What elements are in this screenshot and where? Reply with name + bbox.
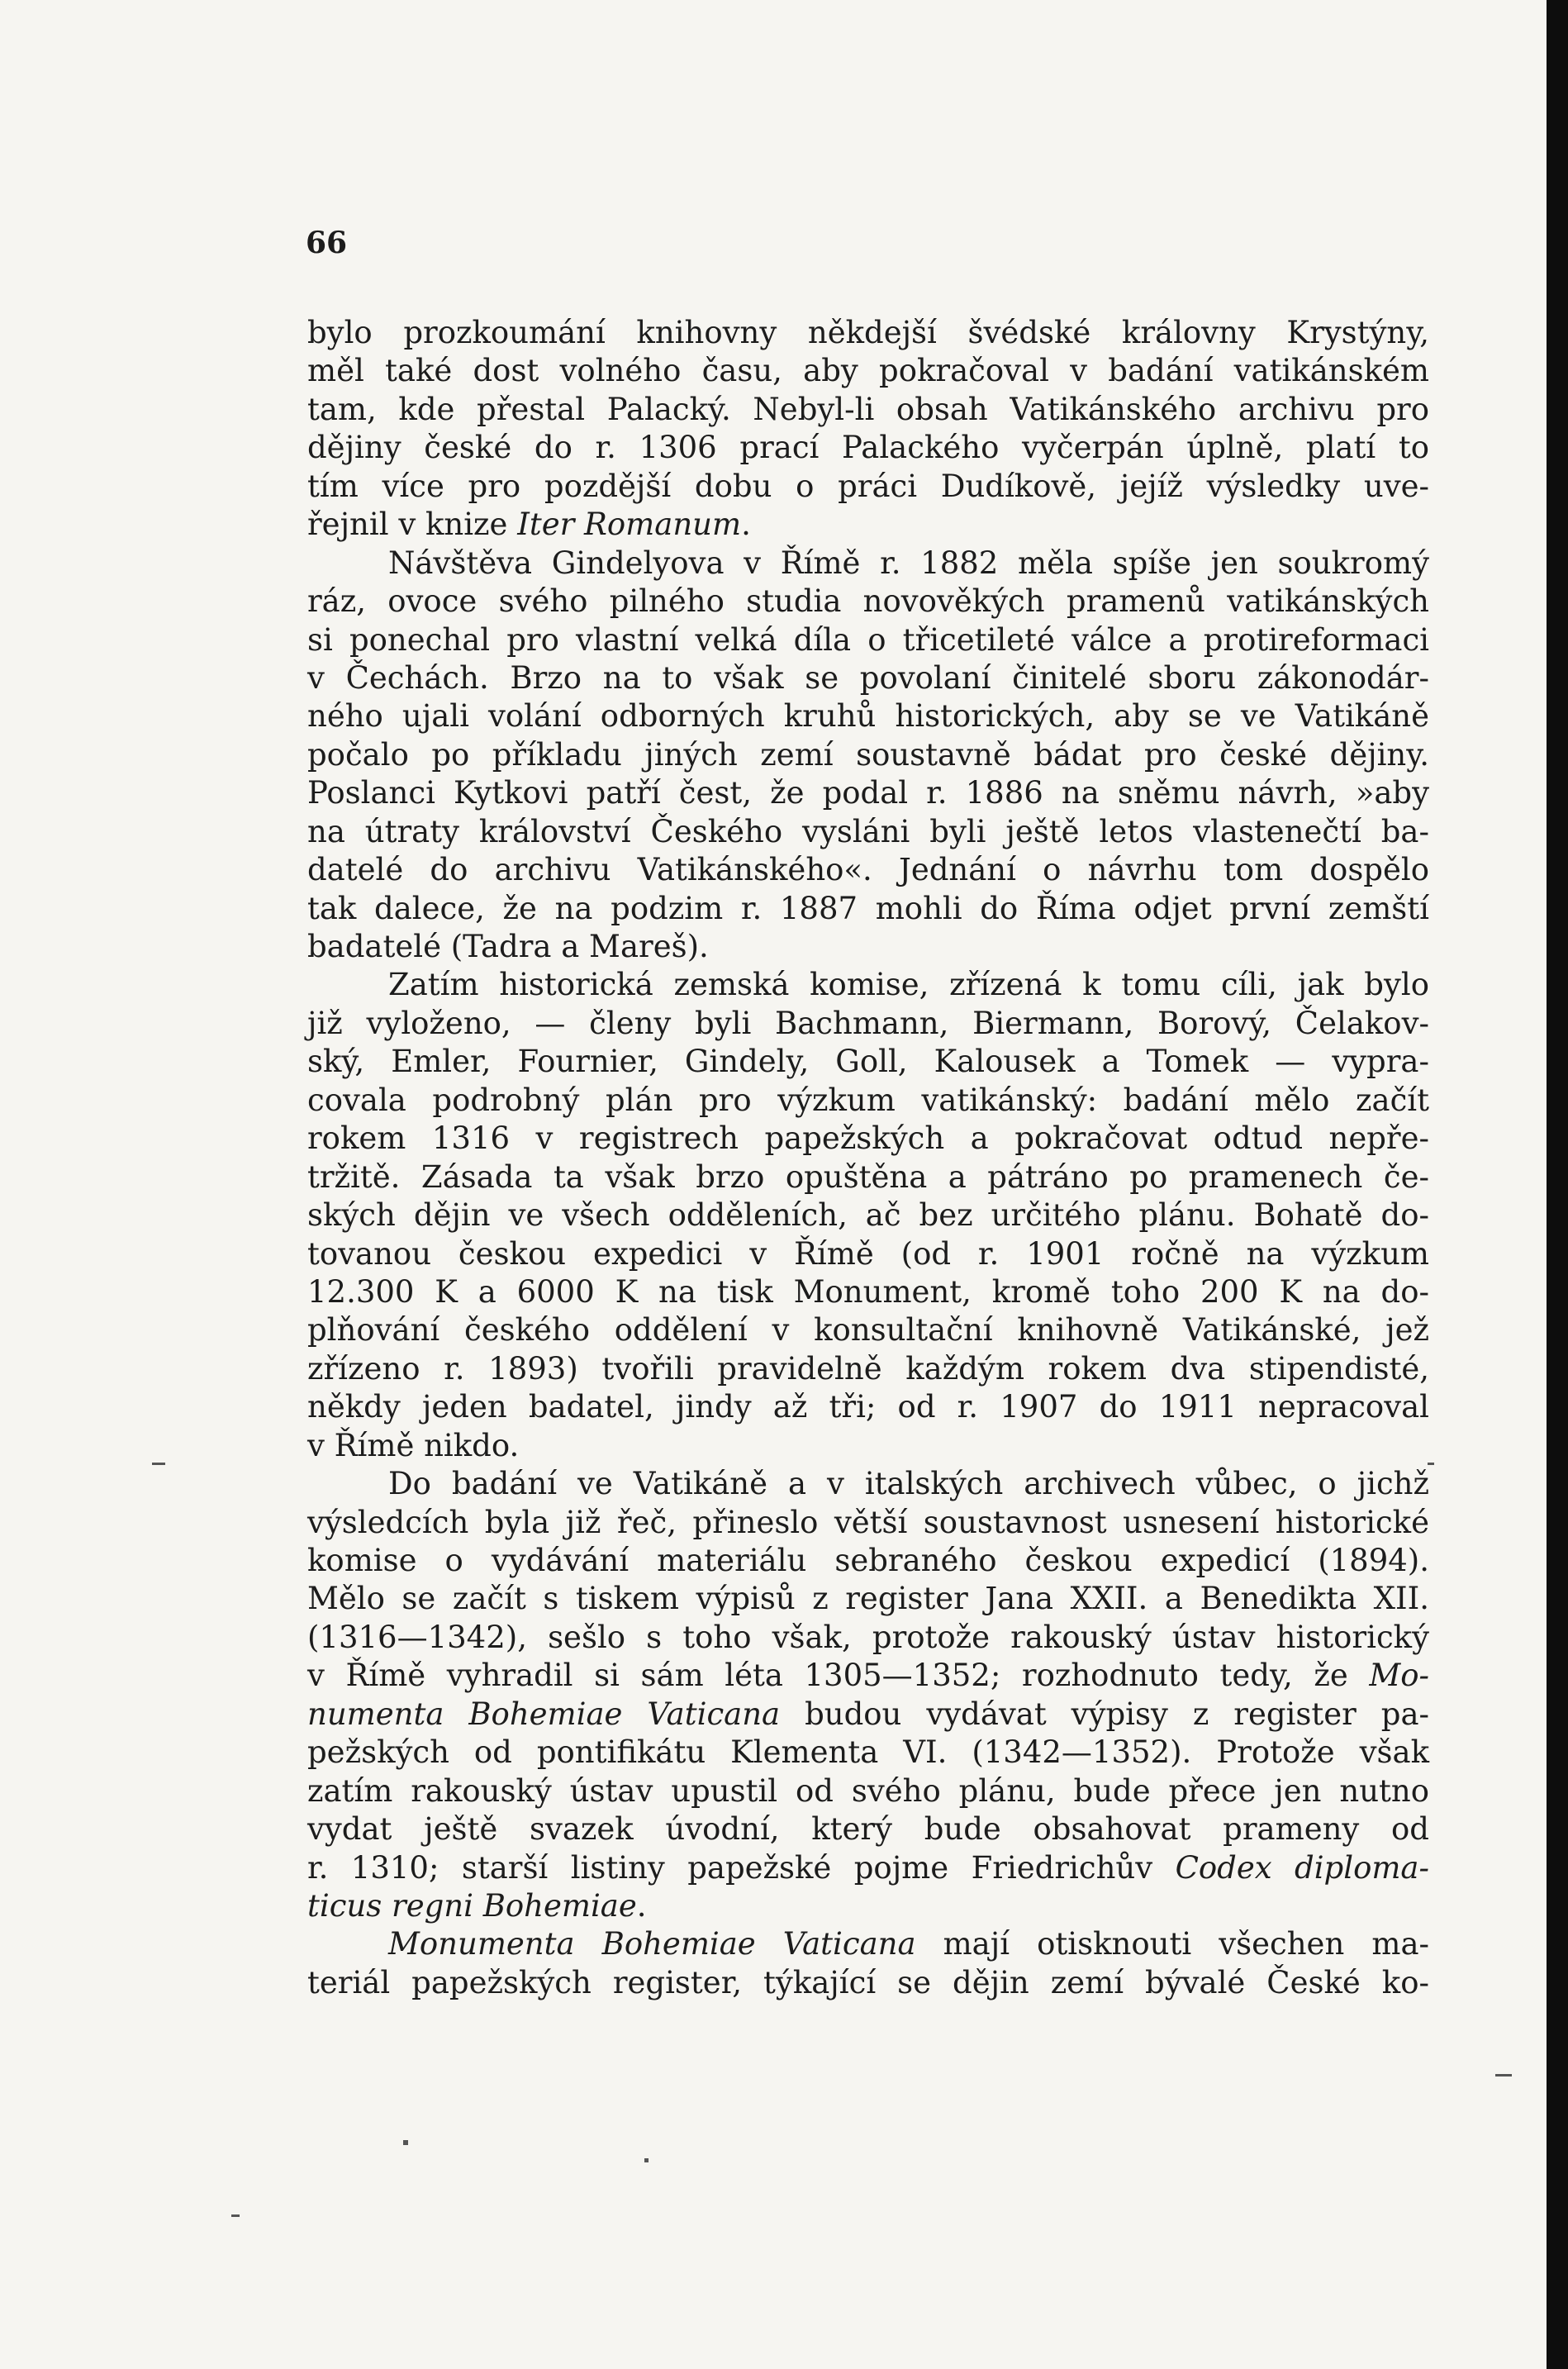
text-line: výsledcích byla již řeč, přineslo větší soustavnost usnesení historické [307,1504,1429,1540]
text-line: v Římě nikdo. [307,1427,520,1463]
text-line: ský, Emler, Fournier, Gindely, Goll, Kalousek a Tomek — vypra- [307,1044,1429,1080]
text-line: Monumenta Bohemiae Vaticana mají otisknouti všechen ma- [388,1926,1429,1962]
text-line: plňování českého oddělení v konsultační knihovně Vatikánské, jež [307,1312,1429,1349]
series-title: Monumenta Bohemiae Vaticana [388,1926,916,1962]
scan-mark [644,2158,649,2162]
text-line: numenta Bohemiae Vaticana budou vydávat výpisy z register pa- [307,1696,1429,1732]
page-number: 66 [306,226,348,260]
text-line: zatím rakouský ústav upustil od svého plánu, bude přece jen nutno [307,1772,1429,1809]
scan-mark [152,1463,165,1465]
text-line: teriál papežských register, týkající se dějin zemí bývalé České ko- [307,1964,1429,2000]
text-line: Zatím historická zemská komise, zřízená k tomu cíli, jak bylo [388,967,1429,1003]
text-line: vydat ještě svazek úvodní, který bude obsahovat prameny od [307,1811,1429,1848]
text-line: (1316—1342), sešlo s toho však, protože rakouský ústav historický [307,1619,1429,1655]
text-line: bylo prozkoumání knihovny někdejší švédské královny Krystýny, [307,315,1429,350]
text-line: Do badání ve Vatikáně a v italských archivech vůbec, o jichž [388,1466,1429,1502]
text-line: si ponechal pro vlastní velká díla o třicetileté válce a protireformaci [307,621,1429,658]
text-line: tovanou českou expedici v Římě (od r. 1901 ročně na výzkum [307,1235,1429,1272]
body-text [307,314,1429,2002]
series-title: numenta Bohemiae Vaticana [307,1696,781,1732]
text-line: Poslanci Kytkovi patří čest, že podal r. 1886 na sněmu návrh, »aby [307,775,1429,811]
text-line: Návštěva Gindelyova v Římě r. 1882 měla spíše jen soukromý [388,545,1429,581]
scan-mark [1428,1463,1434,1465]
text-line: badatelé (Tadra a Mareš). [307,929,709,964]
text-line: někdy jeden badatel, jindy až tři; od r. 1907 do 1911 nepracoval [307,1389,1429,1425]
text-line: ráz, ovoce svého pilného studia novověkých pramenů vatikánských [307,583,1429,620]
book-title: Iter Romanum [517,507,742,543]
text-line: počalo po příkladu jiných zemí soustavně bádat pro české dějiny. [307,736,1429,773]
text-line: tržitě. Zásada ta však brzo opuštěna a pátráno po pramenech če- [307,1158,1429,1195]
scan-mark [403,2140,408,2145]
scan-mark [231,2214,240,2217]
text-line: 12.300 K a 6000 K na tisk Monument, kromě toho 200 K na do- [307,1273,1429,1310]
text-line: covala podrobný plán pro výzkum vatikánský: badání mělo začít [307,1082,1429,1118]
text-line: na útraty království Českého vysláni byli ještě letos vlastenečtí ba- [307,813,1429,849]
text-line: r. 1310; starší listiny papežské pojme Friedrichův Codex diploma- [307,1849,1429,1886]
book-title: ticus regni Bohemiae [307,1887,637,1924]
text-line: dějiny české do r. 1306 prací Palackého vyčerpán úplně, platí to [307,430,1429,466]
text-line: ného ujali volání odborných kruhů historických, aby se ve Vatikáně [307,698,1429,735]
book-title: Codex diploma- [1175,1849,1429,1886]
text-line: již vyloženo, — členy byli Bachmann, Biermann, Borový, Čelakov- [307,1005,1429,1041]
text-line: řejnil v knize Iter Romanum. [307,507,751,543]
series-title: Mo- [1369,1658,1429,1694]
text-line: tím více pro pozdější dobu o práci Dudíkově, jejíž výsledky uve- [307,468,1429,504]
text-line: datelé do archivu Vatikánského«. Jednání o návrhu tom dospělo [307,852,1429,888]
text-line: tam, kde přestal Palacký. Nebyl-li obsah Vatikánského archivu pro [307,391,1429,427]
text-line: Mělo se začít s tiskem výpisů z register Jana XXII. a Benedikta XII. [307,1581,1429,1617]
text-line: ticus regni Bohemiae. [307,1887,647,1924]
text-line: pežských od pontifikátu Klementa VI. (1342—1352). Protože však [307,1734,1429,1771]
text-line: v Čechách. Brzo na to však se povolaní činitelé sboru zákonodár- [307,659,1429,696]
text-line: v Římě vyhradil si sám léta 1305—1352; rozhodnuto tedy, že Mo- [307,1658,1429,1694]
text-line: měl také dost volného času, aby pokračoval v badání vatikánském [307,353,1429,389]
scan-mark [1495,2074,1512,2076]
text-line: komise o vydávání materiálu sebraného českou expedicí (1894). [307,1543,1429,1578]
text-line: ských dějin ve všech odděleních, ač bez určitého plánu. Bohatě do- [307,1197,1429,1234]
text-line: tak dalece, že na podzim r. 1887 mohli do Říma odjet první zemští [307,890,1429,926]
text-line: zřízeno r. 1893) tvořili pravidelně každým rokem dva stipendisté, [307,1350,1429,1387]
text-line: rokem 1316 v registrech papežských a pokračovat odtud nepře- [307,1120,1429,1157]
